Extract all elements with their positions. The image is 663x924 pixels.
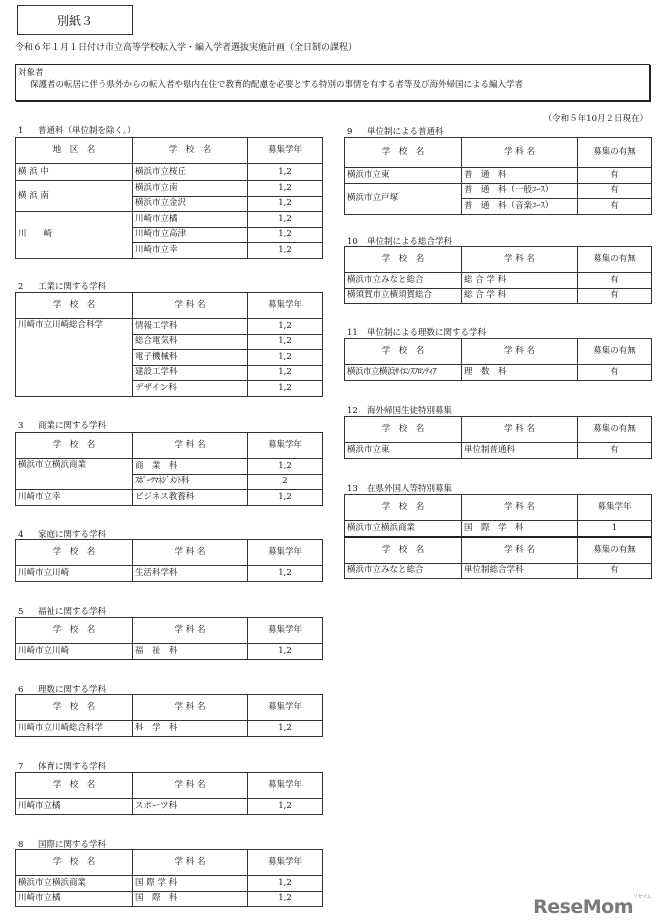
section-label: 国際に関する学科 bbox=[38, 840, 107, 850]
col-header-department: 学 科 名 bbox=[133, 293, 248, 319]
col-header-department: 学 科 名 bbox=[133, 695, 248, 721]
col-header-school: 学 校 名 bbox=[16, 293, 133, 319]
table-row bbox=[16, 212, 323, 228]
section-number: 6 bbox=[18, 685, 24, 695]
section-9-title bbox=[347, 125, 444, 137]
department-cell: 電子機械科 bbox=[133, 350, 248, 366]
col-header-school: 学 校 名 bbox=[16, 773, 133, 799]
target-label: 対象者 bbox=[18, 68, 44, 78]
school-cell: 横浜市立東 bbox=[345, 168, 462, 184]
table-header-row bbox=[345, 417, 652, 443]
col-header-department: 学 科 名 bbox=[462, 138, 578, 168]
table-header-row bbox=[16, 773, 323, 799]
department-cell: ｽﾎﾟｰﾂﾏﾈｼﾞﾒﾝﾄ科 bbox=[133, 474, 248, 490]
section-2-title bbox=[18, 280, 106, 292]
table-header-row bbox=[345, 247, 652, 273]
availability-cell: 有 bbox=[578, 365, 652, 381]
district-cell: 横 浜 中 bbox=[16, 164, 133, 181]
table-section-12 bbox=[344, 416, 652, 459]
col-header-department: 学 科 名 bbox=[133, 850, 248, 876]
grade-cell: 1,2 bbox=[248, 196, 323, 212]
col-header-school: 学 校 名 bbox=[16, 433, 133, 459]
col-header-grade: 募集学年 bbox=[248, 293, 323, 319]
availability-cell: 有 bbox=[578, 273, 652, 289]
school-cell: 横浜市立横浜ｻｲｴﾝｽﾌﾛﾝﾃｨｱ bbox=[345, 365, 462, 381]
school-cell: 横浜市立戸塚 bbox=[345, 183, 462, 214]
section-label: 単位制による総合学科 bbox=[367, 237, 453, 247]
section-label: 単位制による普通科 bbox=[367, 127, 444, 137]
grade-cell: 1,2 bbox=[248, 212, 323, 228]
table-row bbox=[345, 563, 652, 579]
grade-cell: 2 bbox=[248, 474, 323, 490]
section-number: 11 bbox=[347, 328, 358, 338]
department-cell: 普 通 科（音楽ｺｰｽ） bbox=[462, 199, 578, 215]
section-number: 10 bbox=[347, 237, 358, 247]
grade-cell: 1,2 bbox=[248, 350, 323, 366]
table-section-10 bbox=[344, 246, 652, 304]
grade-cell: 1,2 bbox=[248, 644, 323, 660]
school-cell: 川崎市立高津 bbox=[133, 227, 248, 243]
district-cell: 川 崎 bbox=[16, 212, 133, 259]
col-header-school: 学 校 名 bbox=[133, 138, 248, 164]
table-section-2 bbox=[15, 292, 323, 397]
col-header-grade: 募集学年 bbox=[248, 850, 323, 876]
section-number: 12 bbox=[347, 406, 358, 416]
department-cell: 理 数 科 bbox=[462, 365, 578, 381]
section-label: 普通科（単位制を除く。） bbox=[38, 126, 136, 136]
table-row bbox=[16, 181, 323, 197]
school-cell: 川崎市立川崎 bbox=[16, 644, 133, 660]
appendix-label-box bbox=[17, 5, 133, 35]
table-header-row bbox=[16, 850, 323, 876]
table-row bbox=[16, 721, 323, 737]
school-cell: 横浜市立みなと総合 bbox=[345, 563, 462, 579]
grade-cell: 1,2 bbox=[248, 243, 323, 259]
department-cell: 単位制普通科 bbox=[462, 443, 578, 459]
availability-cell: 有 bbox=[578, 183, 652, 199]
section-3-title bbox=[18, 419, 106, 431]
section-number: 1 bbox=[18, 126, 24, 136]
col-header-department: 学 科 名 bbox=[462, 339, 578, 365]
col-header-grade: 募集学年 bbox=[248, 618, 323, 644]
school-cell: 川崎市立幸 bbox=[16, 490, 133, 506]
table-header-row bbox=[16, 293, 323, 319]
table-row bbox=[345, 443, 652, 459]
school-cell: 横浜市立東 bbox=[345, 443, 462, 459]
col-header-grade: 募集学年 bbox=[248, 773, 323, 799]
department-cell: 国 際 科 bbox=[133, 891, 248, 907]
department-cell: 単位制総合学科 bbox=[462, 563, 578, 579]
section-1-title bbox=[18, 124, 136, 136]
school-cell: 川崎市立川崎 bbox=[16, 566, 133, 582]
school-cell: 横浜市立南 bbox=[133, 181, 248, 197]
section-label: 単位制による理数に関する学科 bbox=[367, 328, 487, 338]
grade-cell: 1,2 bbox=[248, 799, 323, 815]
table-section-8 bbox=[15, 849, 323, 907]
district-cell: 横 浜 南 bbox=[16, 181, 133, 212]
col-header-school: 学 校 名 bbox=[345, 537, 462, 564]
school-cell: 横浜市立横浜商業 bbox=[345, 521, 462, 537]
section-label: 家庭に関する学科 bbox=[38, 530, 107, 540]
table-header-row bbox=[345, 339, 652, 365]
department-cell: 福 祉 科 bbox=[133, 644, 248, 660]
grade-cell: 1,2 bbox=[248, 490, 323, 506]
school-cell: 川崎市立川崎総合科学 bbox=[16, 721, 133, 737]
school-cell: 川崎市立橘 bbox=[16, 799, 133, 815]
grade-cell: 1,2 bbox=[248, 365, 323, 381]
department-cell: 商 業 科 bbox=[133, 459, 248, 475]
table-row bbox=[16, 566, 323, 582]
grade-cell: 1,2 bbox=[248, 459, 323, 475]
grade-cell: 1,2 bbox=[248, 164, 323, 181]
section-number: 3 bbox=[18, 421, 24, 431]
col-header-availability: 募集の有無 bbox=[578, 138, 652, 168]
table-row bbox=[16, 490, 323, 506]
table-section-6 bbox=[15, 694, 323, 737]
department-cell: 国 際 学 科 bbox=[133, 876, 248, 892]
table-row bbox=[345, 365, 652, 381]
appendix-label: 別紙３ bbox=[56, 13, 93, 28]
target-box bbox=[15, 64, 650, 101]
table-header-row bbox=[345, 495, 652, 521]
department-cell: 総 合 学 科 bbox=[462, 288, 578, 304]
table-header-row bbox=[16, 138, 323, 164]
section-13-title bbox=[347, 482, 452, 494]
school-cell: 横浜市立みなと総合 bbox=[345, 273, 462, 289]
section-label: 体育に関する学科 bbox=[38, 762, 107, 772]
table-row bbox=[345, 168, 652, 184]
col-header-availability: 募集の有無 bbox=[578, 537, 652, 564]
grade-cell: 1,2 bbox=[248, 181, 323, 197]
col-header-department: 学 科 名 bbox=[462, 417, 578, 443]
grade-cell: 1,2 bbox=[248, 891, 323, 907]
table-header-row bbox=[345, 138, 652, 168]
col-header-grade: 募集学年 bbox=[578, 495, 652, 521]
department-cell: 普 通 科 bbox=[462, 168, 578, 184]
department-cell: デザイン科 bbox=[133, 381, 248, 397]
table-header-row bbox=[16, 540, 323, 566]
table-row bbox=[16, 164, 323, 181]
col-header-school: 学 校 名 bbox=[345, 247, 462, 273]
department-cell: 情報工学科 bbox=[133, 319, 248, 335]
col-header-grade: 募集学年 bbox=[248, 695, 323, 721]
col-header-department: 学 科 名 bbox=[133, 540, 248, 566]
table-header-row bbox=[16, 618, 323, 644]
department-cell: 生活科学科 bbox=[133, 566, 248, 582]
col-header-school: 学 校 名 bbox=[345, 417, 462, 443]
table-section-5 bbox=[15, 617, 323, 660]
department-cell: 科 学 科 bbox=[133, 721, 248, 737]
table-row bbox=[345, 288, 652, 304]
table-row bbox=[16, 319, 323, 335]
section-5-title bbox=[18, 605, 106, 617]
col-header-grade: 募集学年 bbox=[248, 138, 323, 164]
col-header-school: 学 校 名 bbox=[16, 695, 133, 721]
availability-cell: 有 bbox=[578, 168, 652, 184]
department-cell: スポーツ科 bbox=[133, 799, 248, 815]
grade-cell: 1 bbox=[578, 521, 652, 537]
availability-cell: 有 bbox=[578, 288, 652, 304]
section-7-title bbox=[18, 760, 106, 772]
col-header-availability: 募集の有無 bbox=[578, 339, 652, 365]
school-cell: 川崎市立幸 bbox=[133, 243, 248, 259]
table-section-7 bbox=[15, 772, 323, 815]
section-label: 在県外国人等特別募集 bbox=[367, 484, 453, 494]
table-row bbox=[16, 644, 323, 660]
department-cell: 普 通 科（一般ｺｰｽ） bbox=[462, 183, 578, 199]
as-of-date: （令和５年10月２日現在） bbox=[543, 114, 648, 124]
col-header-school: 学 校 名 bbox=[345, 138, 462, 168]
col-header-department: 学 科 名 bbox=[133, 773, 248, 799]
grade-cell: 1,2 bbox=[248, 319, 323, 335]
department-cell: 建設工学科 bbox=[133, 365, 248, 381]
section-number: 7 bbox=[18, 762, 24, 772]
section-label: 海外帰国生徒特別募集 bbox=[367, 406, 453, 416]
section-label: 理数に関する学科 bbox=[38, 685, 107, 695]
section-number: 4 bbox=[18, 530, 24, 540]
table-row bbox=[345, 273, 652, 289]
table-row bbox=[16, 876, 323, 892]
section-label: 福祉に関する学科 bbox=[38, 607, 107, 617]
col-header-availability: 募集の有無 bbox=[578, 417, 652, 443]
col-header-district: 地 区 名 bbox=[16, 138, 133, 164]
col-header-department: 学 科 名 bbox=[462, 247, 578, 273]
table-row bbox=[345, 183, 652, 199]
department-cell: 国 際 学 科 bbox=[462, 521, 578, 537]
table-row bbox=[345, 521, 652, 537]
table-row bbox=[16, 891, 323, 907]
logo-kana: リセマム bbox=[633, 893, 651, 900]
availability-cell: 有 bbox=[578, 563, 652, 579]
school-cell: 横浜市立横浜商業 bbox=[16, 459, 133, 490]
grade-cell: 1,2 bbox=[248, 334, 323, 350]
school-cell: 横浜市立桜丘 bbox=[133, 164, 248, 181]
table-header-row bbox=[345, 537, 652, 564]
section-number: 9 bbox=[347, 127, 353, 137]
col-header-department: 学 科 名 bbox=[133, 433, 248, 459]
document-title: 令和６年１月１日付け市立高等学校転入学・編入学者選抜実施計画（全日制の課程） bbox=[15, 43, 358, 53]
table-section-1 bbox=[15, 137, 323, 259]
col-header-school: 学 校 名 bbox=[16, 540, 133, 566]
logo-text: ReseMom bbox=[533, 896, 634, 918]
grade-cell: 1,2 bbox=[248, 876, 323, 892]
section-number: 5 bbox=[18, 607, 24, 617]
department-cell: ビジネス教養科 bbox=[133, 490, 248, 506]
grade-cell: 1,2 bbox=[248, 381, 323, 397]
col-header-grade: 募集学年 bbox=[248, 433, 323, 459]
table-section-13 bbox=[344, 494, 652, 579]
section-number: 2 bbox=[18, 282, 24, 292]
section-label: 工業に関する学科 bbox=[38, 282, 107, 292]
availability-cell: 有 bbox=[578, 199, 652, 215]
grade-cell: 1,2 bbox=[248, 566, 323, 582]
col-header-department: 学 科 名 bbox=[462, 495, 578, 521]
col-header-school: 学 校 名 bbox=[16, 850, 133, 876]
school-cell: 横浜市立金沢 bbox=[133, 196, 248, 212]
table-header-row bbox=[16, 695, 323, 721]
col-header-school: 学 校 名 bbox=[16, 618, 133, 644]
section-number: 13 bbox=[347, 484, 358, 494]
table-section-9 bbox=[344, 137, 652, 215]
table-section-11 bbox=[344, 338, 652, 381]
department-cell: 総 合 学 科 bbox=[462, 273, 578, 289]
col-header-school: 学 校 名 bbox=[345, 339, 462, 365]
table-row bbox=[16, 799, 323, 815]
col-header-grade: 募集学年 bbox=[248, 540, 323, 566]
table-row bbox=[16, 459, 323, 475]
section-11-title bbox=[347, 326, 486, 338]
school-cell: 横浜市立横浜商業 bbox=[16, 876, 133, 892]
availability-cell: 有 bbox=[578, 443, 652, 459]
department-cell: 総合電気科 bbox=[133, 334, 248, 350]
col-header-school: 学 校 名 bbox=[345, 495, 462, 521]
table-section-4 bbox=[15, 539, 323, 582]
section-label: 商業に関する学科 bbox=[38, 421, 107, 431]
school-cell: 川崎市立川崎総合科学 bbox=[16, 319, 133, 397]
section-number: 8 bbox=[18, 840, 24, 850]
school-cell: 川崎市立橘 bbox=[133, 212, 248, 228]
section-12-title bbox=[347, 404, 452, 416]
target-text: 保護者の転居に伴う県外からの転入者や県内在住で教育的配慮を必要とする特別の事情を有する者等及び海外帰国による編入学者 bbox=[30, 80, 524, 90]
grade-cell: 1,2 bbox=[248, 721, 323, 737]
col-header-department: 学 科 名 bbox=[462, 537, 578, 564]
col-header-department: 学 科 名 bbox=[133, 618, 248, 644]
table-header-row bbox=[16, 433, 323, 459]
resemom-logo bbox=[533, 893, 651, 918]
school-cell: 横須賀市立横須賀総合 bbox=[345, 288, 462, 304]
table-section-3 bbox=[15, 432, 323, 506]
col-header-availability: 募集の有無 bbox=[578, 247, 652, 273]
grade-cell: 1,2 bbox=[248, 227, 323, 243]
school-cell: 川崎市立橘 bbox=[16, 891, 133, 907]
